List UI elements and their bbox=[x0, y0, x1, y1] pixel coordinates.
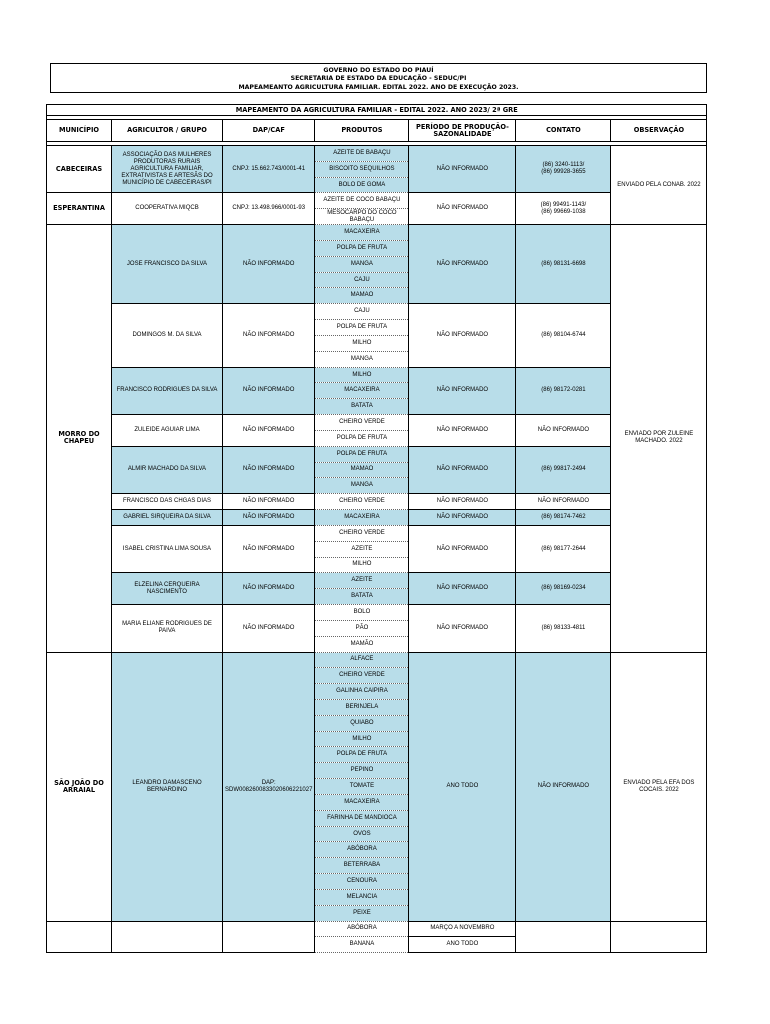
produto-cell: POLPA DE FRUTA bbox=[315, 320, 409, 336]
contato-cell: (86) 98177-2644 bbox=[516, 525, 611, 572]
produto-cell: PEPINO bbox=[315, 763, 409, 779]
table-row bbox=[47, 304, 707, 320]
table-row bbox=[47, 605, 707, 621]
table-row bbox=[47, 652, 707, 668]
column-header: CONTATO bbox=[516, 120, 611, 142]
periodo-cell: NÃO INFORMADO bbox=[409, 146, 516, 193]
table-row bbox=[47, 446, 707, 462]
table-row bbox=[47, 525, 707, 541]
produto-cell: MAMÃO bbox=[315, 636, 409, 652]
contato-cell-empty bbox=[516, 921, 611, 953]
produto-cell: MANGA bbox=[315, 478, 409, 494]
periodo-cell: NÃO INFORMADO bbox=[409, 510, 516, 526]
periodo-cell: ANO TODO bbox=[409, 652, 516, 921]
produto-cell: POLPA DE FRUTA bbox=[315, 446, 409, 462]
table-row bbox=[47, 367, 707, 383]
contato-cell: (86) 98172-0281 bbox=[516, 367, 611, 414]
periodo-cell: MARÇO A NOVEMBRO bbox=[409, 921, 516, 937]
periodo-cell: NÃO INFORMADO bbox=[409, 415, 516, 447]
column-header: OBSERVAÇÃO bbox=[611, 120, 707, 142]
column-header: PRODUTOS bbox=[315, 120, 409, 142]
produto-cell: BISCOITO SEQUILHOS bbox=[315, 161, 409, 177]
produto-cell: OVOS bbox=[315, 826, 409, 842]
table-title: MAPEAMENTO DA AGRICULTURA FAMILIAR - EDITAL 2022. ANO 2023/ 2ª GRE bbox=[47, 105, 707, 116]
produto-cell: POLPA DE FRUTA bbox=[315, 240, 409, 256]
produto-cell: MACAXEIRA bbox=[315, 510, 409, 526]
contato-cell: (86) 98104-6744 bbox=[516, 304, 611, 367]
produto-cell: MACAXEIRA bbox=[315, 225, 409, 241]
header-line-2: SECRETARIA DE ESTADO DA EDUCAÇÃO - SEDUC/PI bbox=[290, 75, 467, 83]
produto-cell: BANANA bbox=[315, 937, 409, 953]
periodo-cell: NÃO INFORMADO bbox=[409, 304, 516, 367]
agricultor-cell: ISABEL CRISTINA LIMA SOUSA bbox=[112, 525, 223, 572]
produto-cell: AZEITE DE BABAÇU bbox=[315, 146, 409, 162]
table-row bbox=[47, 494, 707, 510]
contato-cell: NÃO INFORMADO bbox=[516, 415, 611, 447]
dap-cell: NÃO INFORMADO bbox=[223, 605, 315, 652]
observacao-cell-empty bbox=[611, 921, 707, 953]
produto-cell: MILHO bbox=[315, 731, 409, 747]
observacao-cell: ENVIADO PELA CONAB. 2022 bbox=[611, 146, 707, 225]
produto-cell: POLPA DE FRUTA bbox=[315, 430, 409, 446]
dap-cell: NÃO INFORMADO bbox=[223, 367, 315, 414]
table-row bbox=[47, 415, 707, 431]
produto-cell: CHEIRO VERDE bbox=[315, 415, 409, 431]
produto-cell: GALINHA CAIPIRA bbox=[315, 684, 409, 700]
produto-cell: MILHO bbox=[315, 367, 409, 383]
table-row bbox=[47, 105, 707, 116]
periodo-cell: NÃO INFORMADO bbox=[409, 193, 516, 225]
produto-cell: BATATA bbox=[315, 399, 409, 415]
dap-cell: NÃO INFORMADO bbox=[223, 446, 315, 493]
dap-cell: CNPJ: 15.662.743/0001-41 bbox=[223, 146, 315, 193]
contato-cell: NÃO INFORMADO bbox=[516, 494, 611, 510]
dap-cell: NÃO INFORMADO bbox=[223, 573, 315, 605]
periodo-cell: NÃO INFORMADO bbox=[409, 367, 516, 414]
agricultor-cell-empty bbox=[112, 921, 223, 953]
produto-cell: AZEITE DE COCO BABAÇU bbox=[315, 193, 409, 209]
agricultor-cell: FRANCISCO DAS CHGAS DIAS bbox=[112, 494, 223, 510]
table-row bbox=[47, 193, 707, 209]
agricultor-cell: JOSE FRANCISCO DA SILVA bbox=[112, 225, 223, 304]
municipio-cell: ESPERANTINA bbox=[47, 193, 112, 225]
produto-cell: MILHO bbox=[315, 335, 409, 351]
periodo-cell: NÃO INFORMADO bbox=[409, 573, 516, 605]
document-header bbox=[50, 63, 707, 93]
produto-cell: BOLO DE GOMA bbox=[315, 177, 409, 193]
produto-cell: CAJU bbox=[315, 272, 409, 288]
produto-cell: BETERRABA bbox=[315, 858, 409, 874]
agriculture-mapping-table bbox=[46, 104, 707, 953]
produto-cell: PEIXE bbox=[315, 905, 409, 921]
produto-cell: AZEITE bbox=[315, 573, 409, 589]
agricultor-cell: ZULEIDE AGUIAR LIMA bbox=[112, 415, 223, 447]
column-header: AGRICULTOR / GRUPO bbox=[112, 120, 223, 142]
agricultor-cell: LEANDRO DAMASCENO BERNARDINO bbox=[112, 652, 223, 921]
produto-cell: MAMAO bbox=[315, 462, 409, 478]
header-line-1: GOVERNO DO ESTADO DO PIAUÍ bbox=[323, 67, 434, 74]
produto-cell: MACAXEIRA bbox=[315, 794, 409, 810]
agricultor-cell: GABRIEL SIRQUEIRA DA SILVA bbox=[112, 510, 223, 526]
table-row bbox=[47, 510, 707, 526]
municipio-cell: SÃO JOÃO DO ARRAIAL bbox=[47, 652, 112, 921]
periodo-cell: NÃO INFORMADO bbox=[409, 225, 516, 304]
dap-cell: NÃO INFORMADO bbox=[223, 415, 315, 447]
header-line-3: MAPEAMEANTO AGRICULTURA FAMILIAR. EDITAL 2022. ANO DE EXECUÇÃO 2023. bbox=[238, 83, 519, 91]
observacao-cell: ENVIADO POR ZULEINE MACHADO. 2022 bbox=[611, 225, 707, 652]
agricultor-cell: ELZELINA CERQUEIRA NASCIMENTO bbox=[112, 573, 223, 605]
agricultor-cell: COOPERATIVA MIQCB bbox=[112, 193, 223, 225]
periodo-cell: NÃO INFORMADO bbox=[409, 605, 516, 652]
dap-cell: NÃO INFORMADO bbox=[223, 494, 315, 510]
municipio-cell: MORRO DO CHAPEU bbox=[47, 225, 112, 652]
periodo-cell: NÃO INFORMADO bbox=[409, 525, 516, 572]
table-row bbox=[47, 146, 707, 162]
table-row bbox=[47, 921, 707, 937]
table-row bbox=[47, 573, 707, 589]
produto-cell: MILHO bbox=[315, 557, 409, 573]
contato-cell: (86) 99817-2494 bbox=[516, 446, 611, 493]
agricultor-cell: ASSOCIAÇÃO DAS MULHERES PRODUTORAS RURAIS AGRICULTURA FAMILIAR, EXTRATIVISTAS E ARTESÃS DO MUNICÍPIO DE CABECEIRAS/PI bbox=[112, 146, 223, 193]
produto-cell: MACAXEIRA bbox=[315, 383, 409, 399]
contato-cell: (86) 98131-6698 bbox=[516, 225, 611, 304]
table-row bbox=[47, 120, 707, 142]
column-header: DAP/CAF bbox=[223, 120, 315, 142]
municipio-cell: CABECEIRAS bbox=[47, 146, 112, 193]
observacao-cell: ENVIADO PELA EFA DOS COCAIS. 2022 bbox=[611, 652, 707, 921]
produto-cell: AZEITE bbox=[315, 541, 409, 557]
produto-cell: CAJU bbox=[315, 304, 409, 320]
column-header: MUNICÍPIO bbox=[47, 120, 112, 142]
produto-cell: MELANCIA bbox=[315, 889, 409, 905]
produto-cell: TOMATE bbox=[315, 779, 409, 795]
contato-cell: NÃO INFORMADO bbox=[516, 652, 611, 921]
table-row bbox=[47, 225, 707, 241]
produto-cell: BATATA bbox=[315, 589, 409, 605]
produto-cell: BERINJELA bbox=[315, 699, 409, 715]
contato-cell: (86) 98174-7462 bbox=[516, 510, 611, 526]
periodo-cell: ANO TODO bbox=[409, 937, 516, 953]
produto-cell: ALFACE bbox=[315, 652, 409, 668]
produto-cell: CENOURA bbox=[315, 874, 409, 890]
produto-cell: QUIABO bbox=[315, 715, 409, 731]
periodo-cell: NÃO INFORMADO bbox=[409, 446, 516, 493]
agricultor-cell: MARIA ELIANE RODRIGUES DE PAIVA bbox=[112, 605, 223, 652]
dap-cell: DAP: SDW0082600833020606221027 bbox=[223, 652, 315, 921]
produto-cell: CHEIRO VERDE bbox=[315, 668, 409, 684]
produto-cell: MAMAO bbox=[315, 288, 409, 304]
produto-cell: PÃO bbox=[315, 620, 409, 636]
contato-cell: (86) 99491-1143/ (86) 99669-1038 bbox=[516, 193, 611, 225]
agricultor-cell: DOMINGOS M. DA SILVA bbox=[112, 304, 223, 367]
municipio-cell-empty bbox=[47, 921, 112, 953]
dap-cell: NÃO INFORMADO bbox=[223, 304, 315, 367]
dap-cell: NÃO INFORMADO bbox=[223, 510, 315, 526]
produto-cell: MANGA bbox=[315, 351, 409, 367]
produto-cell: ABÓBORA bbox=[315, 842, 409, 858]
dap-cell: CNPJ: 13.498.966/0001-93 bbox=[223, 193, 315, 225]
periodo-cell: NÃO INFORMADO bbox=[409, 494, 516, 510]
contato-cell: (86) 3240-1113/ (86) 99928-3655 bbox=[516, 146, 611, 193]
dap-cell: NÃO INFORMADO bbox=[223, 225, 315, 304]
produto-cell: POLPA DE FRUTA bbox=[315, 747, 409, 763]
produto-cell: ABÓBORA bbox=[315, 921, 409, 937]
agricultor-cell: FRANCISCO RODRIGUES DA SILVA bbox=[112, 367, 223, 414]
contato-cell: (86) 98133-4811 bbox=[516, 605, 611, 652]
dap-cell-empty bbox=[223, 921, 315, 953]
produto-cell: BOLO bbox=[315, 605, 409, 621]
produto-cell: MANGA bbox=[315, 256, 409, 272]
produto-cell: MESOCARPO DO COCO BABAÇU bbox=[315, 209, 409, 225]
produto-cell: CHEIRO VERDE bbox=[315, 494, 409, 510]
produto-cell: FARINHA DE MANDIOCA bbox=[315, 810, 409, 826]
dap-cell: NÃO INFORMADO bbox=[223, 525, 315, 572]
agricultor-cell: ALMIR MACHADO DA SILVA bbox=[112, 446, 223, 493]
column-header: PERÍODO DE PRODUÇÃO- SAZONALIDADE bbox=[409, 120, 516, 142]
contato-cell: (86) 98169-0234 bbox=[516, 573, 611, 605]
produto-cell: CHEIRO VERDE bbox=[315, 525, 409, 541]
